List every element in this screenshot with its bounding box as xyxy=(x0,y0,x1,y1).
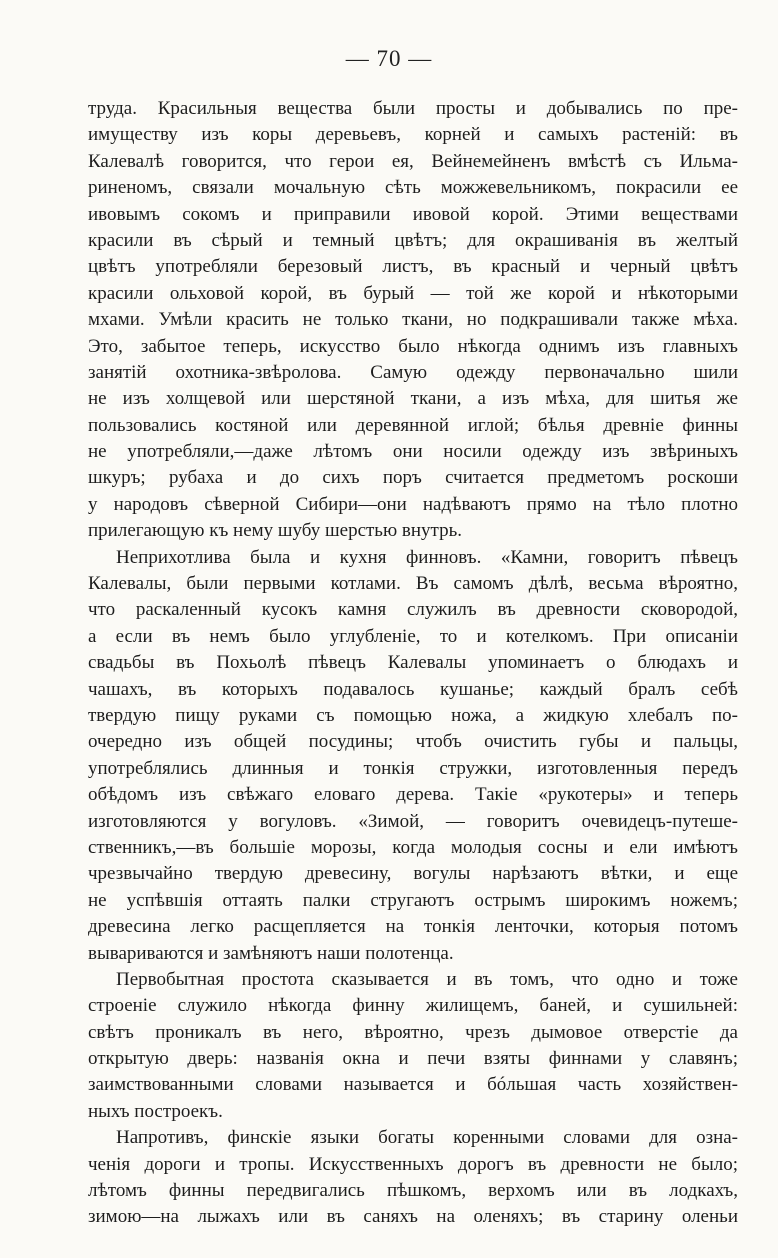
paragraph-1 xyxy=(88,96,738,545)
text-line: Первобытная простота сказывается и въ томъ, что одно и тоже xyxy=(116,968,738,990)
text-line: строеніе служило нѣкогда финну жилищемъ, баней, и сушильней: xyxy=(88,995,738,1017)
text-line: вывариваются и замѣняютъ наши полотенца. xyxy=(88,942,454,964)
text-line: твердую пищу руками съ помощью ножа, а жидкую хлебалъ по- xyxy=(88,704,738,726)
text-line: труда. Красильныя вещества были просты и добывались по пре- xyxy=(88,98,738,119)
text-line: обѣдомъ изъ свѣжаго еловаго дерева. Такіе «рукотеры» и теперь xyxy=(88,784,738,806)
paragraph-2 xyxy=(88,545,738,967)
text-line: ныхъ построекъ. xyxy=(88,1100,223,1122)
text-line: Калевалы, были первыми котлами. Въ самомъ дѣлѣ, весьма вѣроятно, xyxy=(88,573,738,595)
paragraph-3 xyxy=(88,967,738,1125)
text-line: свѣтъ проникалъ въ него, вѣроятно, чрезъ дымовое отверстіе да xyxy=(88,1021,738,1043)
text-line: цвѣтъ употребляли березовый листъ, въ красный и черный цвѣтъ xyxy=(88,256,738,278)
text-line: Неприхотлива была и кухня финновъ. «Камни, говоритъ пѣвецъ xyxy=(116,546,738,568)
text-line: употреблялись длинныя и тонкія стружки, изготовленныя передъ xyxy=(88,757,738,779)
text-line: чрезвычайно твердую древесину, вогулы нарѣзаютъ вѣтки, и еще xyxy=(88,863,738,885)
text-line: ственникъ,—въ большіе морозы, когда молодыя сосны и ели имѣютъ xyxy=(88,836,738,858)
text-line: Калевалѣ говорится, что герои ея, Вейнемейненъ вмѣстѣ съ Ильма- xyxy=(88,150,738,172)
text-line: свадьбы въ Похьолѣ пѣвецъ Калевалы упоминаетъ о блюдахъ и xyxy=(88,652,738,674)
text-line: имуществу изъ коры деревьевъ, корней и самыхъ растеній: въ xyxy=(88,124,738,146)
text-line: очередно изъ общей посудины; чтобъ очистить губы и пальцы, xyxy=(88,731,738,753)
text-line: не изъ холщевой или шерстяной ткани, а изъ мѣха, для шитья же xyxy=(88,388,738,410)
text-line: красили въ сѣрый и темный цвѣтъ; для окрашиванія въ желтый xyxy=(88,229,738,251)
text-line: древесина легко расщепляется на тонкія ленточки, которыя потомъ xyxy=(88,916,738,938)
text-line: а если въ немъ было углубленіе, то и котелкомъ. При описаніи xyxy=(88,625,738,647)
text-line: риненомъ, связали мочальную сѣть можжевельникомъ, покрасили ее xyxy=(88,177,738,199)
text-line: занятій охотника-звѣролова. Самую одежду первоначально шили xyxy=(88,361,738,383)
text-line: пользовались костяной или деревянной иглой; бѣлья древніе финны xyxy=(88,414,738,436)
text-line: чашахъ, въ которыхъ подавалось кушанье; каждый бралъ себѣ xyxy=(88,678,738,700)
text-line: прилегающую къ нему шубу шерстью внутрь. xyxy=(88,520,462,542)
text-line: красили ольховой корой, въ бурый — той же корой и нѣкоторыми xyxy=(88,282,738,304)
text-line: не успѣвшія оттаять палки стругаютъ острымъ широкимъ ножемъ; xyxy=(88,889,738,911)
text-line: что раскаленный кусокъ камня служилъ въ древности сковородой, xyxy=(88,599,738,621)
text-line: изготовляются у вогуловъ. «Зимой, — говоритъ очевидецъ-путеше- xyxy=(88,810,738,832)
text-line: у народовъ сѣверной Сибири—они надѣваютъ прямо на тѣло плотно xyxy=(88,493,738,515)
text-line: ченія дороги и тропы. Искусственныхъ дорогъ въ древности не было; xyxy=(88,1153,738,1175)
text-line: шкуръ; рубаха и до сихъ поръ считается предметомъ роскоши xyxy=(88,467,738,489)
paragraph-4 xyxy=(88,1125,738,1231)
text-line: лѣтомъ финны передвигались пѣшкомъ, верхомъ или въ лодкахъ, xyxy=(88,1180,738,1202)
body-text xyxy=(88,96,738,1231)
text-line: зимою—на лыжахъ или въ саняхъ на оленяхъ; въ старину оленьи xyxy=(88,1206,738,1228)
text-line: Напротивъ, финскіе языки богаты коренными словами для озна- xyxy=(116,1127,738,1149)
page-number: — 70 — xyxy=(345,46,433,71)
text-line: открытую дверь: названія окна и печи взяты финнами у славянъ; xyxy=(88,1048,738,1070)
text-line: заимствованными словами называется и бóльшая часть хозяйствен- xyxy=(88,1074,738,1096)
text-line: Это, забытое теперь, искусство было нѣкогда однимъ изъ главныхъ xyxy=(88,335,738,357)
text-line: ивовымъ сокомъ и приправили ивовой корой. Этими веществами xyxy=(88,203,738,225)
text-line: мхами. Умѣли красить не только ткани, но подкрашивали также мѣха. xyxy=(88,309,738,331)
text-line: не употребляли,—даже лѣтомъ они носили одежду изъ звѣриныхъ xyxy=(88,441,738,463)
